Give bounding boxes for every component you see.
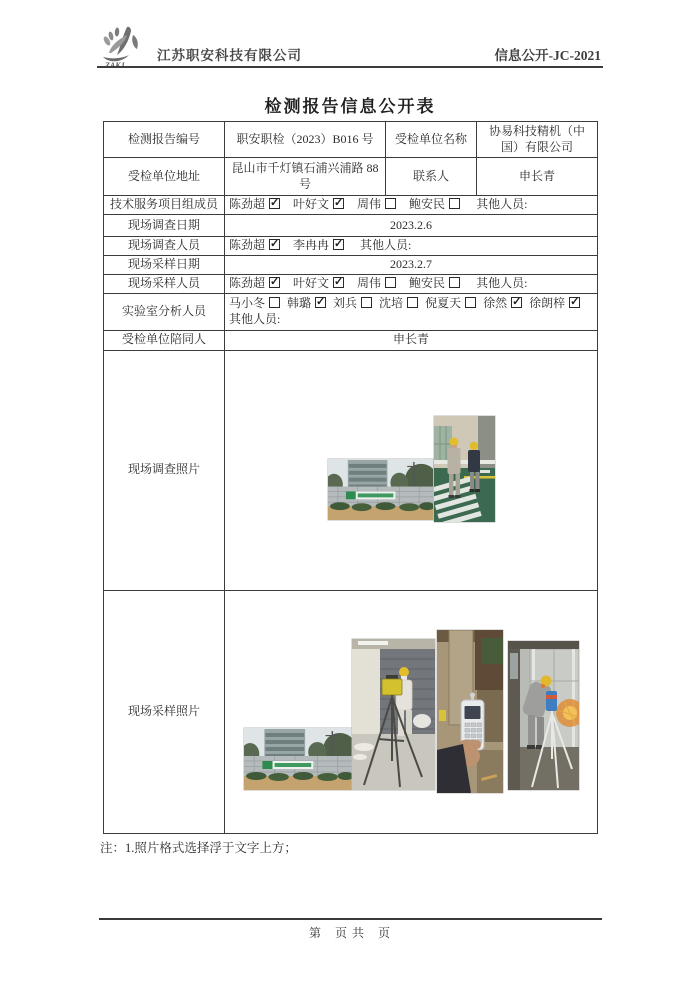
row-address bbox=[104, 158, 598, 196]
staff-member bbox=[409, 197, 460, 211]
staff-member bbox=[293, 276, 344, 290]
staff-member-name: 徐朗梓 bbox=[529, 296, 566, 310]
staff-member-name: 倪夏天 bbox=[425, 296, 462, 310]
checkbox-checked-icon bbox=[333, 239, 344, 250]
row-report-no bbox=[104, 122, 598, 158]
photo-tripod-sampler bbox=[352, 639, 435, 790]
photo-machine-measurement bbox=[508, 641, 579, 790]
org-name-label: 受检单位名称 bbox=[386, 122, 477, 158]
address-label: 受检单位地址 bbox=[104, 158, 225, 196]
escort-value: 申长青 bbox=[225, 330, 598, 350]
survey-photos-label: 现场调查照片 bbox=[104, 350, 225, 590]
sampling-staff-label: 现场采样人员 bbox=[104, 274, 225, 293]
staff-member bbox=[357, 197, 396, 211]
sampling-date-label: 现场采样日期 bbox=[104, 255, 225, 274]
photo-handheld-meter bbox=[437, 630, 503, 793]
other-staff-label: 其他人员: bbox=[229, 311, 281, 326]
escort-label: 受检单位陪同人 bbox=[104, 330, 225, 350]
checkbox-checked-icon bbox=[511, 297, 522, 308]
row-survey-date bbox=[104, 215, 598, 237]
staff-member-name: 周伟 bbox=[357, 275, 382, 290]
contact-label: 联系人 bbox=[386, 158, 477, 196]
checkbox-checked-icon bbox=[269, 239, 280, 250]
checkbox-unchecked-icon bbox=[361, 297, 372, 308]
staff-member-name: 韩璐 bbox=[287, 296, 312, 310]
staff-member bbox=[379, 296, 418, 310]
staff-member-name: 徐然 bbox=[483, 296, 508, 310]
staff-member bbox=[229, 296, 280, 310]
contact-value: 申长青 bbox=[477, 158, 598, 196]
page-footer: 第 页 共 页 bbox=[308, 926, 391, 940]
company-logo bbox=[97, 25, 161, 71]
photo-workers-walkthrough bbox=[434, 416, 495, 522]
doc-code: 信息公开-JC-2021 bbox=[494, 48, 601, 63]
staff-member-name: 陈劲超 bbox=[229, 275, 266, 290]
staff-member-name: 刘兵 bbox=[333, 296, 358, 310]
lab-staff-members bbox=[229, 296, 587, 310]
lab-staff-label: 实验室分析人员 bbox=[104, 293, 225, 330]
sampling-date-value: 2023.2.7 bbox=[225, 255, 598, 274]
staff-member bbox=[229, 238, 280, 252]
staff-member bbox=[229, 276, 280, 290]
checkbox-checked-icon bbox=[269, 277, 280, 288]
report-no-value: 职安职检（2023）B016 号 bbox=[225, 122, 386, 158]
survey-staff-members bbox=[229, 238, 357, 252]
staff-member bbox=[287, 296, 326, 310]
staff-member bbox=[293, 197, 344, 211]
row-team bbox=[104, 196, 598, 215]
row-escort bbox=[104, 330, 598, 350]
staff-member bbox=[333, 296, 372, 310]
header-rule bbox=[97, 66, 603, 68]
row-lab-staff bbox=[104, 293, 598, 330]
staff-member-name: 叶好文 bbox=[293, 275, 330, 290]
staff-member bbox=[357, 276, 396, 290]
checkbox-unchecked-icon bbox=[449, 277, 460, 288]
checkbox-unchecked-icon bbox=[449, 198, 460, 209]
row-sampling-date bbox=[104, 255, 598, 274]
report-no-label: 检测报告编号 bbox=[104, 122, 225, 158]
staff-member bbox=[483, 296, 522, 310]
footer-rule bbox=[99, 918, 602, 920]
staff-member-name: 叶好文 bbox=[293, 197, 330, 212]
company-name: 江苏职安科技有限公司 bbox=[157, 48, 302, 63]
checkbox-unchecked-icon bbox=[385, 277, 396, 288]
staff-member bbox=[425, 296, 476, 310]
sampling-staff-members bbox=[229, 276, 473, 290]
checkbox-unchecked-icon bbox=[269, 297, 280, 308]
row-survey-staff bbox=[104, 237, 598, 256]
survey-staff-cell bbox=[225, 237, 598, 256]
checkbox-unchecked-icon bbox=[465, 297, 476, 308]
checkbox-unchecked-icon bbox=[407, 297, 418, 308]
team-members bbox=[229, 197, 473, 211]
staff-member-name: 周伟 bbox=[357, 197, 382, 212]
page-title: 检测报告信息公开表 bbox=[264, 97, 436, 116]
staff-member-name: 陈劲超 bbox=[229, 197, 266, 212]
checkbox-checked-icon bbox=[569, 297, 580, 308]
staff-member bbox=[293, 238, 344, 252]
staff-member-name: 鲍安民 bbox=[409, 197, 446, 212]
checkbox-checked-icon bbox=[333, 198, 344, 209]
checkbox-checked-icon bbox=[269, 198, 280, 209]
lab-staff-cell bbox=[225, 293, 598, 330]
address-value: 昆山市千灯镇石浦兴浦路 88号 bbox=[225, 158, 386, 196]
other-staff-label: 其他人员: bbox=[360, 238, 412, 252]
staff-member bbox=[409, 276, 460, 290]
checkbox-checked-icon bbox=[315, 297, 326, 308]
survey-staff-label: 现场调查人员 bbox=[104, 237, 225, 256]
other-staff-label: 其他人员: bbox=[476, 197, 528, 212]
staff-member-name: 马小冬 bbox=[229, 296, 266, 310]
checkbox-unchecked-icon bbox=[385, 198, 396, 209]
staff-member-name: 沈培 bbox=[379, 296, 404, 310]
checkbox-checked-icon bbox=[333, 277, 344, 288]
photo-factory-gate-survey bbox=[328, 459, 433, 520]
staff-member-name: 鲍安民 bbox=[409, 275, 446, 290]
note-text: 注：1.照片格式选择浮于文字上方； bbox=[100, 841, 297, 855]
photo-factory-gate-sampling bbox=[244, 728, 352, 790]
staff-member-name: 李冉冉 bbox=[293, 238, 330, 252]
staff-member bbox=[529, 296, 580, 310]
survey-date-label: 现场调查日期 bbox=[104, 215, 225, 237]
org-name-value: 协易科技精机（中国）有限公司 bbox=[477, 122, 598, 158]
staff-member bbox=[229, 197, 280, 211]
sampling-photos-label: 现场采样照片 bbox=[104, 590, 225, 833]
other-staff-label: 其他人员: bbox=[476, 275, 528, 290]
team-members-cell bbox=[225, 196, 598, 215]
sampling-staff-cell bbox=[225, 274, 598, 293]
team-label: 技术服务项目组成员 bbox=[104, 196, 225, 215]
row-sampling-staff bbox=[104, 274, 598, 293]
survey-date-value: 2023.2.6 bbox=[225, 215, 598, 237]
staff-member-name: 陈劲超 bbox=[229, 238, 266, 252]
